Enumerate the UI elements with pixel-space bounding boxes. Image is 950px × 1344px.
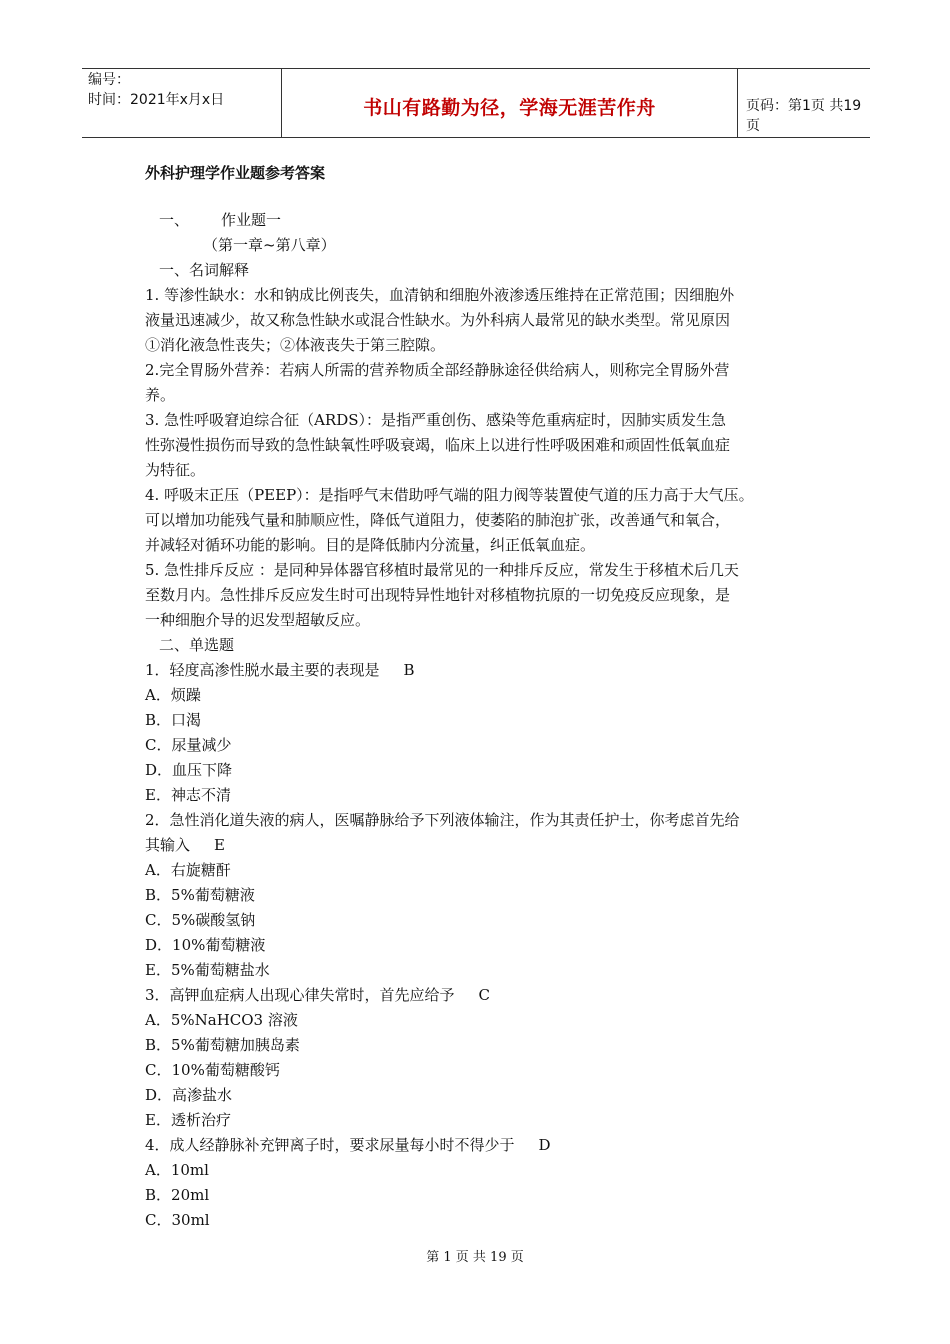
- question-answer: B: [403, 661, 415, 679]
- definition-line: ①消化液急性丧失；②体液丧失于第三腔隙。: [145, 336, 446, 354]
- question-stem: 3．高钾血症病人出现心律失常时，首先应给予 C: [145, 986, 491, 1004]
- definitions-list: [145, 283, 825, 633]
- question-3: [145, 983, 825, 1133]
- question-1: [145, 658, 825, 808]
- section-name: 作业题一: [221, 211, 282, 229]
- document-number-label: 编号：: [88, 72, 130, 88]
- answer-option: E．透析治疗: [145, 1111, 231, 1129]
- section-number: 一、: [159, 211, 190, 229]
- answer-option: D．高渗盐水: [145, 1086, 233, 1104]
- definition-line: 性弥漫性损伤而导致的急性缺氧性呼吸衰竭，临床上以进行性呼吸困难和顽固性低氧血症: [145, 436, 731, 454]
- question-stem: 2．急性消化道失液的病人，医嘱静脉给予下列液体输注，作为其责任护士，你考虑首先给: [145, 811, 740, 829]
- part-heading-definitions: 一、名词解释: [159, 261, 250, 279]
- question-stem: 4．成人经静脉补充钾离子时，要求尿量每小时不得少于 D: [145, 1136, 551, 1154]
- question-2: [145, 808, 825, 983]
- definition-line: 至数月内。急性排斥反应发生时可出现特异性地针对移植物抗原的一切免疫反应现象，是: [145, 586, 731, 604]
- answer-option: A．5%NaHCO3 溶液: [145, 1011, 298, 1029]
- answer-option: C．10%葡萄糖酸钙: [145, 1061, 280, 1079]
- answer-option: C．尿量减少: [145, 736, 232, 754]
- question-options: [145, 858, 825, 983]
- answer-option: C．5%碳酸氢钠: [145, 911, 256, 929]
- section-range: （第一章~第八章）: [203, 236, 336, 254]
- section-heading: [145, 208, 825, 233]
- definition-line: 一种细胞介导的迟发型超敏反应。: [145, 611, 371, 629]
- answer-option: B．5%葡萄糖液: [145, 886, 255, 904]
- definition-line: 4. 呼吸末正压（PEEP）：是指呼气末借助呼气端的阻力阀等装置使气道的压力高于大气压。: [145, 486, 754, 504]
- question-answer: C: [478, 986, 491, 1004]
- header-meta-cell: [82, 69, 282, 137]
- header-page-info: 页码：第1页 共19页: [746, 98, 862, 134]
- document-date: 时间：2021年x月x日: [88, 92, 225, 108]
- question-options: [145, 1158, 825, 1233]
- question-answer: D: [538, 1136, 551, 1154]
- definition-line: 可以增加功能残气量和肺顺应性，降低气道阻力，使萎陷的肺泡扩张，改善通气和氧合，: [145, 511, 731, 529]
- answer-option: B．20ml: [145, 1186, 210, 1204]
- answer-option: B．口渴: [145, 711, 202, 729]
- definition-line: 5. 急性排斥反应 ：是同种异体器官移植时最常见的一种排斥反应，常发生于移植术后几天: [145, 561, 739, 579]
- header-motto-cell: [282, 69, 738, 137]
- question-options: [145, 683, 825, 808]
- header-table: [82, 68, 870, 138]
- definition-line: 2.完全胃肠外营养：若病人所需的营养物质全部经静脉途径供给病人，则称完全胃肠外营: [145, 361, 730, 379]
- document-body: [145, 208, 825, 1233]
- answer-option: B．5%葡萄糖加胰岛素: [145, 1036, 300, 1054]
- definition-line: 液量迅速减少，故又称急性缺水或混合性缺水。为外科病人最常见的缺水类型。常见原因: [145, 311, 731, 329]
- answer-option: D．血压下降: [145, 761, 233, 779]
- part-heading-single-choice: 二、单选题: [159, 636, 235, 654]
- header-page-cell: [738, 69, 870, 137]
- definition-line: 并减轻对循环功能的影响。目的是降低肺内分流量，纠正低氧血症。: [145, 536, 596, 554]
- answer-option: E．神志不清: [145, 786, 231, 804]
- question-options: [145, 1008, 825, 1133]
- answer-option: A．烦躁: [145, 686, 201, 704]
- answer-option: A．10ml: [145, 1161, 209, 1179]
- question-stem-cont: 其输入 E: [145, 836, 225, 854]
- answer-option: D．10%葡萄糖液: [145, 936, 266, 954]
- motto-text: 书山有路勤为径，学海无涯苦作舟: [363, 97, 656, 119]
- document-title: 外科护理学作业题参考答案: [145, 164, 326, 182]
- answer-option: E．5%葡萄糖盐水: [145, 961, 270, 979]
- definition-line: 为特征。: [145, 461, 206, 479]
- question-4: [145, 1133, 825, 1233]
- question-answer: E: [214, 836, 225, 854]
- page-footer: 第 1 页 共 19 页: [426, 1250, 524, 1265]
- question-stem: 1．轻度高渗性脱水最主要的表现是 B: [145, 661, 415, 679]
- answer-option: C．30ml: [145, 1211, 210, 1229]
- answer-option: A．右旋糖酐: [145, 861, 231, 879]
- definition-line: 1. 等渗性缺水：水和钠成比例丧失，血清钠和细胞外液渗透压维持在正常范围；因细胞外: [145, 286, 735, 304]
- definition-line: 养。: [145, 386, 176, 404]
- definition-line: 3. 急性呼吸窘迫综合征（ARDS）：是指严重创伤、感染等危重病症时，因肺实质发生急: [145, 411, 727, 429]
